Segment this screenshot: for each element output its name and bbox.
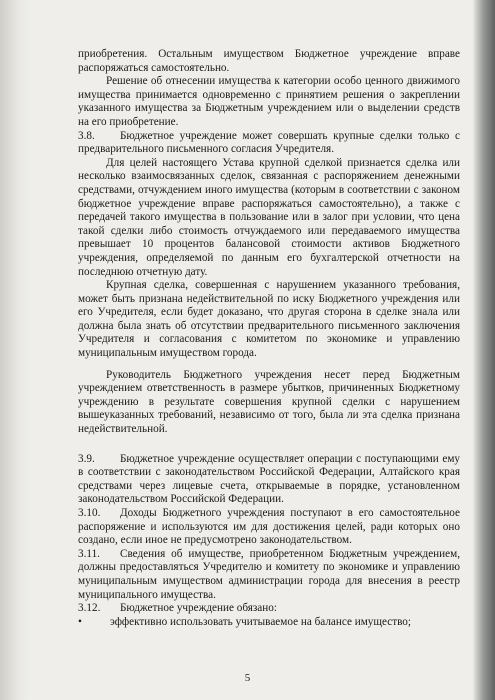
clause-number: 3.8.: [78, 129, 95, 142]
bullet-icon: •: [78, 615, 82, 628]
paragraph-invalid-deal: Крупная сделка, совершенная с нарушением указанного требования, может быть признана недействительной по иску Бюджетного учреждения или его Учредителя, если будет доказано, что другая сторона в сделке знала или должна была знать об отсутствии предварительного письменного заключения Учредителя и согласования с комитетом по экономике и управлению муниципальным имуществом города.: [78, 279, 460, 360]
scan-left-margin: [0, 0, 32, 700]
clause-number: 3.12.: [78, 602, 101, 615]
document-body: [78, 48, 460, 629]
clause-text: Сведения об имуществе, приобретенном Бюджетным учреждением, должны предоставляться Учредителю и комитету по экономике и управлению муниципальным имуществом администрации города для внесения в реестр муниципального имущества.: [78, 547, 460, 601]
clause-text: Бюджетное учреждение осуществляет операции с поступающими ему в соответствии с законодательством Российской Федерации, Алтайского края средствами через лицевые счета, открываемые в порядке, установленном законодательством Российской Федерации.: [78, 452, 460, 506]
clause-3-12: [78, 602, 460, 616]
paragraph-head-liability: Руководитель Бюджетного учреждения несет перед Бюджетным учреждением ответственность в размере убытков, причиненных Бюджетному учреждению в результате совершения крупной сделки с нарушением вышеуказанных требований, независимо от того, была ли эта сделка признана недействительной.: [78, 368, 460, 436]
clause-3-9: [78, 453, 460, 507]
clause-text: Бюджетное учреждение может совершать крупные сделки только с предварительного письменного согласия Учредителя.: [78, 129, 460, 156]
clause-text: Бюджетное учреждение обязано:: [120, 602, 277, 615]
clause-text: Доходы Бюджетного учреждения поступают в его самостоятельное распоряжение и используются им для достижения целей, ради которых оно создано, если иное не предусмотрено законодательством.: [78, 507, 460, 547]
page-number: 5: [244, 672, 251, 684]
clause-number: 3.10.: [78, 507, 101, 519]
scan-right-edge: [473, 0, 495, 700]
paragraph-large-deal-definition: Для целей настоящего Устава крупной сделкой признается сделка или несколько взаимосвязанных сделок, связанная с распоряжением денежными средствами, отчуждением иного имущества (которым в соответствии с законом бюджетное учреждение вправе распоряжаться самостоятельно), а также с передачей такого имущества в пользование или в залог при условии, что цена такой сделки либо стоимость отчуждаемого или передаваемого имущества превышает 10 процентов балансовой стоимости активов Бюджетного учреждения, определяемой по данным его бухгалтерской отчетности на последнюю отчетную дату.: [78, 156, 460, 278]
clause-3-8: [78, 130, 460, 157]
clause-3-11: [78, 548, 460, 602]
clause-3-10: [78, 507, 460, 548]
paragraph-continuation: приобретения. Остальным имуществом Бюджетное учреждение вправе распоряжаться самостоятельно.: [78, 48, 460, 74]
list-item: [78, 616, 460, 630]
clause-number: 3.11.: [78, 547, 100, 560]
list-item-text: эффективно использовать учитываемое на балансе имущество;: [110, 615, 412, 628]
paragraph-valuable-property: Решение об отнесении имущества к категории особо ценного движимого имущества принимается одновременно с принятием решения о закреплении указанного имущества за Бюджетным учреждением или о выделении средств на его приобретение.: [78, 75, 460, 128]
clause-number: 3.9.: [78, 452, 95, 465]
